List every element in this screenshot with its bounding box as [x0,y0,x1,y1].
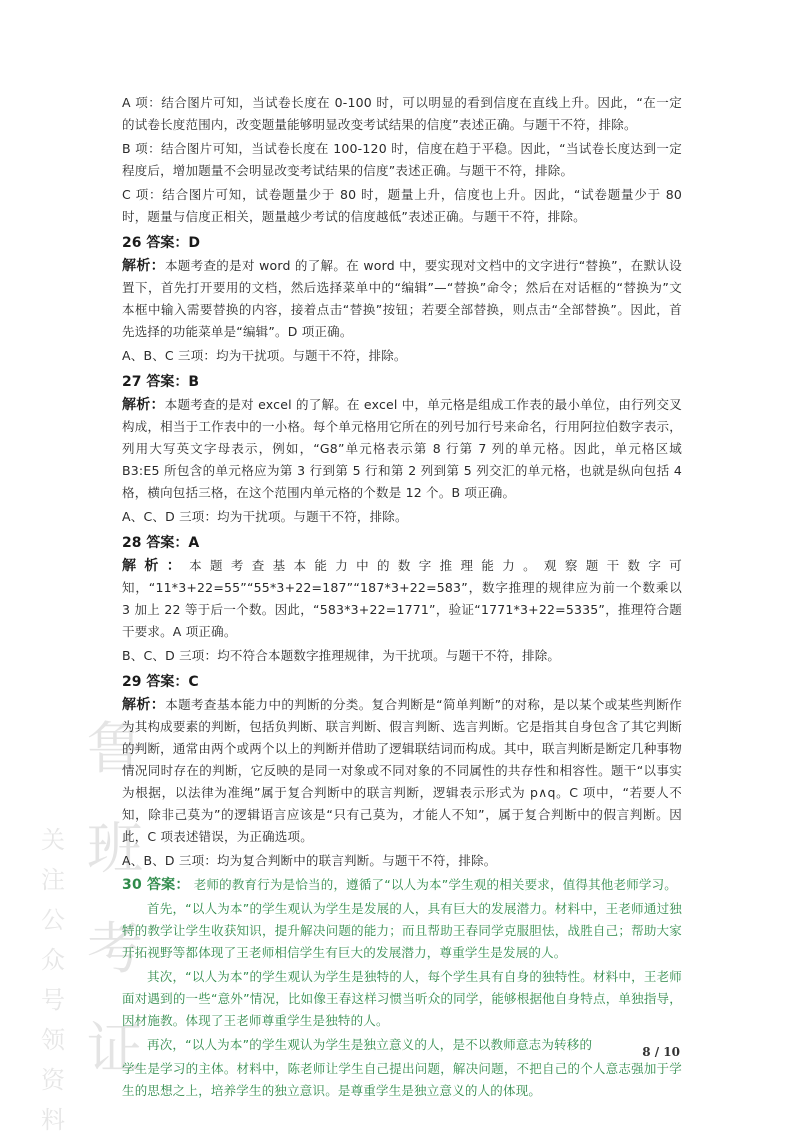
q28-other-options: B、C、D 三项：均不符合本题数字推理规律，为干扰项。与题干不符，排除。 [122,648,561,663]
q29-other-options: A、B、D 三项：均为复合判断中的联言判断。与题干不符，排除。 [122,853,497,868]
q30-paragraph-3b: 学生是学习的主体。材料中，陈老师让学生自己提出问题，解决问题，不把自己的个人意志强加于学生的思想之上，培养学生的独立意识。是尊重学生是独立意义的人的体现。 [122,1061,682,1098]
q27-answer: 27 答案：B [122,374,200,390]
q28-explanation [122,555,682,643]
explanation-text: 本题考查基本能力中的数字推理能力。观察题干数字可知，“11*3+22=55”“55*3+22=187”“187*3+22=583”，数字推理的规律应为前一个数乘以 3 加上 22 等于后一个数。因此，“583*3+22=1771”，验证“1771*3+22=5335”，推理符合题干要求。A 项正确。 [122,558,682,639]
document-page [122,92,682,1104]
explanation-text: 本题考查基本能力中的判断的分类。复合判断是“简单判断”的对称，是以某个或某些判断作为其构成要素的判断，包括负判断、联言判断、假言判断、选言判断。它是指其自身包含了其它判断的判断，通常由两个或两个以上的判断并借助了逻辑联结词而构成。其中，联言判断是断定几种事物情况同时存在的判断，它反映的是同一对象或不同对象的不同属性的共存性和相容性。题干“以事实为根据，以法律为准绳”属于复合判断中的联言判断，逻辑表示形式为 p∧q。C 项中，“若要人不知，除非己莫为”的逻辑语言应该是“只有己莫为，才能人不知”，属于复合判断中的假言判断。因此，C 项表述错误，为正确选项。 [122,697,682,844]
q30-lead-text: 老师的教育行为是恰当的，遵循了“以人为本”学生观的相关要求，值得其他老师学习。 [193,877,678,892]
watermark-char: 班 [87,817,143,882]
q25-option-a: A 项：结合图片可知，当试卷长度在 0-100 时，可以明显的看到信度在直线上升。因此，“在一定的试卷长度范围内，改变题量能够明显改变考试结果的信度”表述正确。与题干不符，排除。 [122,95,682,132]
watermark-char: 众 [41,946,65,974]
q29-explanation [122,694,682,848]
q30-answer-lead [122,874,682,896]
watermark-char: 鲁 [87,717,143,782]
q25-option-b: B 项：结合图片可知，当试卷长度在 100-120 时，信度在趋于平稳。因此，“当试卷长度达到一定程度后，增加题量不会明显改变考试结果的信度”表述正确。与题干不符，排除。 [122,141,682,178]
q30-answer: 30 答案： [122,877,190,893]
q26-other-options: A、B、C 三项：均为干扰项。与题干不符，排除。 [122,348,407,363]
q26-answer: 26 答案：D [122,235,200,251]
explanation-label: 解析： [122,558,190,574]
watermark-char: 资 [41,1066,65,1094]
watermark-char: 公 [41,906,65,934]
watermark-small [38,820,68,1140]
q28-answer: 28 答案：A [122,535,200,551]
explanation-text: 本题考查的是对 word 的了解。在 word 中，要实现对文档中的文字进行“替换”，在默认设置下，首先打开要用的文档，然后选择菜单中的“编辑”—“替换”命令；然后在对话框的“替换为”文本框中输入需要替换的内容，接着点击“替换”按钮；若要全部替换，则点击“全部替换”。因此，首先选择的功能菜单是“编辑”。D 项正确。 [122,258,682,339]
watermark-char: 关 [41,826,65,854]
watermark-char: 注 [41,866,65,894]
q27-other-options: A、C、D 三项：均为干扰项。与题干不符，排除。 [122,509,408,524]
watermark-char: 号 [41,986,65,1014]
q25-option-c: C 项：结合图片可知，试卷题量少于 80 时，题量上升，信度也上升。因此，“试卷题量少于 80 时，题量与信度正相关，题量越少考试的信度越低”表述正确。与题干不符，排除。 [122,187,682,224]
q27-explanation [122,394,682,504]
watermark-char: 领 [41,1026,65,1054]
explanation-label: 解析： [122,258,165,274]
explanation-text: 本题考查的是对 excel 的了解。在 excel 中，单元格是组成工作表的最小单位，由行列交叉构成，相当于工作表中的一小格。每个单元格用它所在的列号加行号来命名，行用阿拉伯数字表示，列用大写英文字母表示，例如，“G8”单元格表示第 8 行第 7 列的单元格。因此，单元格区域 B3:E5 所包含的单元格应为第 3 行到第 5 行和第 2 列到第 5 列交汇的单元格，也就是纵向包括 4 格，横向包括三格，在这个范围内单元格的个数是 12 个。B 项正确。 [122,397,682,500]
watermark-char: 证 [87,1017,143,1082]
q30-paragraph-2: 其次，“以人为本”的学生观认为学生是独特的人，每个学生具有自身的独特性。材料中，王老师面对遇到的一些“意外”情况，比如像王春这样习惯当听众的同学，能够根据他自身特点，单独指导，因材施教。体现了王老师尊重学生是独特的人。 [122,969,682,1028]
q26-explanation [122,255,682,343]
watermark-char: 考 [87,917,143,982]
explanation-label: 解析： [122,697,166,713]
page-number: 8 / 10 [642,1045,680,1059]
q30-paragraph-1: 首先，“以人为本”的学生观认为学生是发展的人，具有巨大的发展潜力。材料中，王老师通过独特的教学让学生收获知识，提升解决问题的能力；而且帮助王春同学克服胆怯，战胜自己；帮助大家开拓视野等都体现了王老师相信学生有巨大的发展潜力，尊重学生是发展的人。 [122,901,682,960]
q29-answer: 29 答案：C [122,674,199,690]
watermark-char: 料 [41,1106,65,1134]
q30-paragraph-3a: 再次，“以人为本”的学生观认为学生是独立意义的人，是不以教师意志为转移的 [147,1037,593,1052]
explanation-label: 解析： [122,397,165,413]
